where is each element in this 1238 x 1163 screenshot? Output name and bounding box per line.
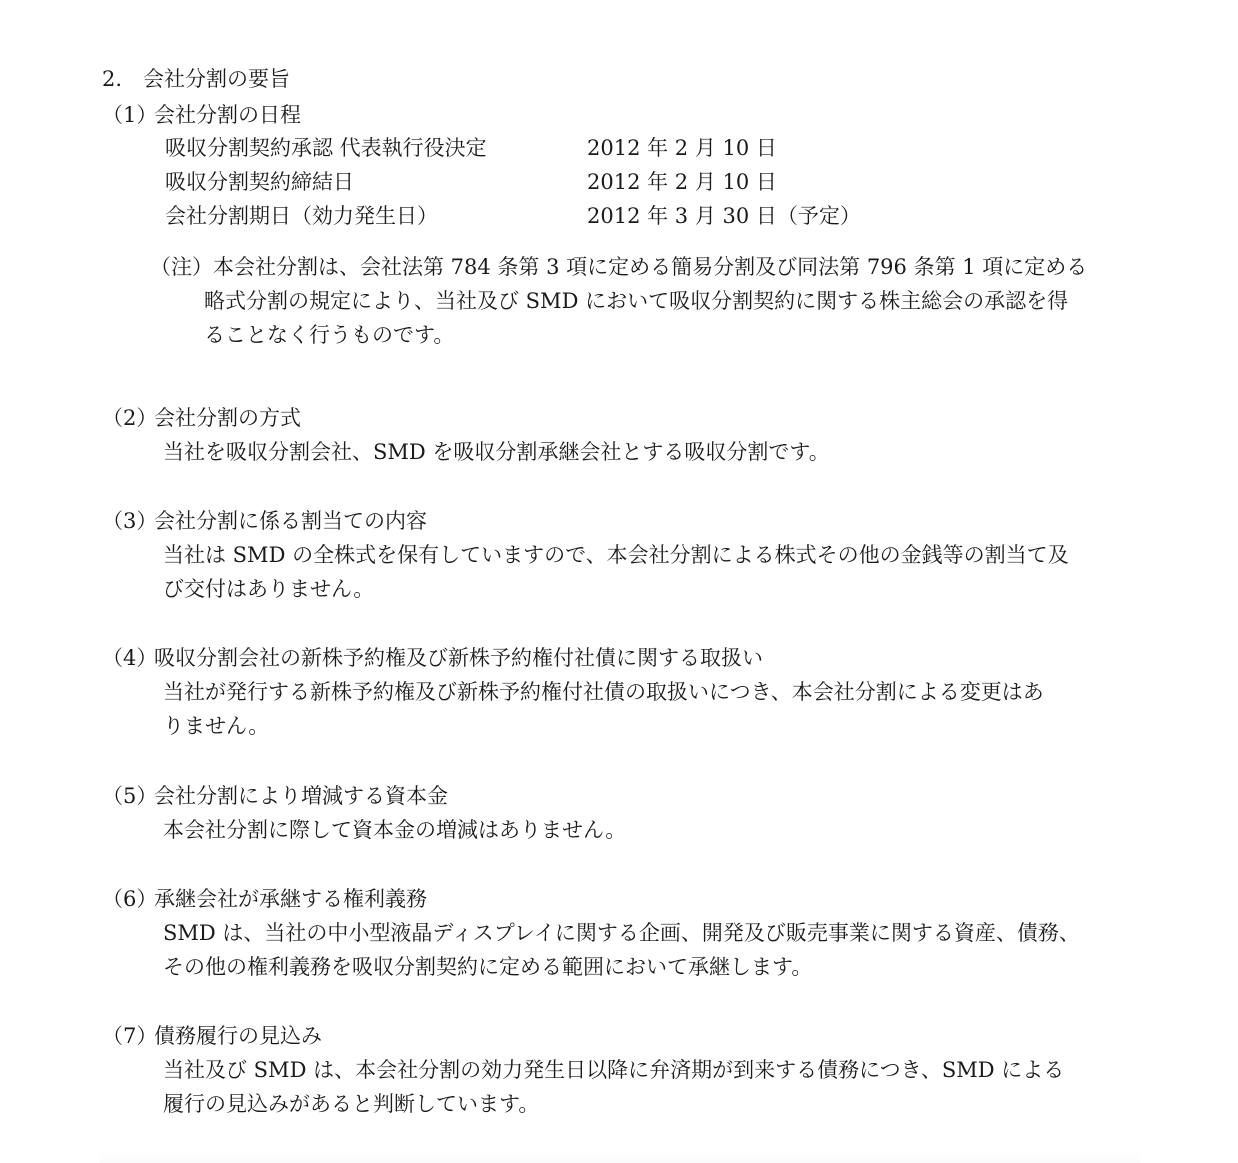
section-heading-text: 債務履行の見込み — [154, 1024, 322, 1048]
section-6-heading — [102, 882, 427, 916]
section-heading-text: 承継会社が承継する権利義務 — [154, 887, 427, 911]
schedule-label: 吸収分割契約承認 代表執行役決定 — [165, 136, 487, 160]
section-number: （4） — [102, 646, 158, 670]
note-line: 略式分割の規定により、当社及び SMD において吸収分割契約に関する株主総会の承認を得 — [204, 289, 1069, 313]
section-number: （3） — [102, 509, 158, 533]
body-line: SMD は、当社の中小型液晶ディスプレイに関する企画、開発及び販売事業に関する資産、債務、 — [163, 921, 1080, 945]
page-bottom-edge — [100, 1150, 1140, 1163]
section-heading-text: 会社分割の方式 — [154, 406, 301, 430]
note-line: （注）本会社分割は、会社法第 784 条第 3 項に定める簡易分割及び同法第 796 条第 1 項に定める — [150, 255, 1088, 279]
section-7-heading — [102, 1019, 322, 1053]
body-line: その他の権利義務を吸収分割契約に定める範囲において承継します。 — [163, 955, 813, 979]
section-heading-text: 会社分割により増減する資本金 — [154, 784, 448, 808]
schedule-label: 吸収分割契約締結日 — [165, 170, 354, 194]
body-line: りません。 — [163, 714, 270, 738]
body-line: 当社は SMD の全株式を保有していますので、本会社分割による株式その他の金銭等の割当て及 — [163, 543, 1069, 567]
schedule-date: 2012 年 2 月 10 日 — [587, 136, 777, 160]
schedule-row — [165, 131, 777, 165]
section-2-heading — [102, 401, 301, 435]
section-3-body — [163, 538, 1143, 606]
body-line: 本会社分割に際して資本金の増減はありません。 — [163, 818, 627, 842]
section-number: （5） — [102, 784, 158, 808]
section-heading-text: 会社分割の日程 — [154, 103, 301, 127]
section-heading-text: 会社分割に係る割当ての内容 — [154, 509, 427, 533]
schedule-note — [150, 250, 1145, 352]
section-4-body — [163, 675, 1143, 743]
body-line: 当社を吸収分割会社、SMD を吸収分割承継会社とする吸収分割です。 — [163, 440, 830, 464]
section-heading-text: 吸収分割会社の新株予約権及び新株予約権付社債に関する取扱い — [154, 646, 763, 670]
section-4-heading — [102, 641, 763, 675]
schedule-date: 2012 年 2 月 10 日 — [587, 170, 777, 194]
section-number: （7） — [102, 1024, 158, 1048]
schedule-row — [165, 199, 861, 233]
section-title: 2. 会社分割の要旨 — [102, 67, 291, 91]
note-line: ることなく行うものです。 — [204, 323, 455, 347]
section-number: （2） — [102, 406, 158, 430]
body-line: 履行の見込みがあると判断しています。 — [163, 1092, 540, 1116]
section-5-body — [163, 813, 1143, 847]
body-line: び交付はありません。 — [163, 577, 375, 601]
section-6-body — [163, 916, 1143, 984]
section-number: （1） — [102, 103, 158, 127]
schedule-label: 会社分割期日（効力発生日） — [165, 204, 438, 228]
section-1-heading — [102, 98, 301, 132]
section-7-body — [163, 1053, 1143, 1121]
schedule-row — [165, 165, 777, 199]
body-line: 当社が発行する新株予約権及び新株予約権付社債の取扱いにつき、本会社分割による変更はあ — [163, 680, 1044, 704]
section-5-heading — [102, 779, 448, 813]
body-line: 当社及び SMD は、本会社分割の効力発生日以降に弁済期が到来する債務につき、SMD による — [163, 1058, 1065, 1082]
section-3-heading — [102, 504, 427, 538]
section-2-body — [163, 435, 1143, 469]
section-number: （6） — [102, 887, 158, 911]
schedule-date: 2012 年 3 月 30 日（予定） — [587, 204, 861, 228]
